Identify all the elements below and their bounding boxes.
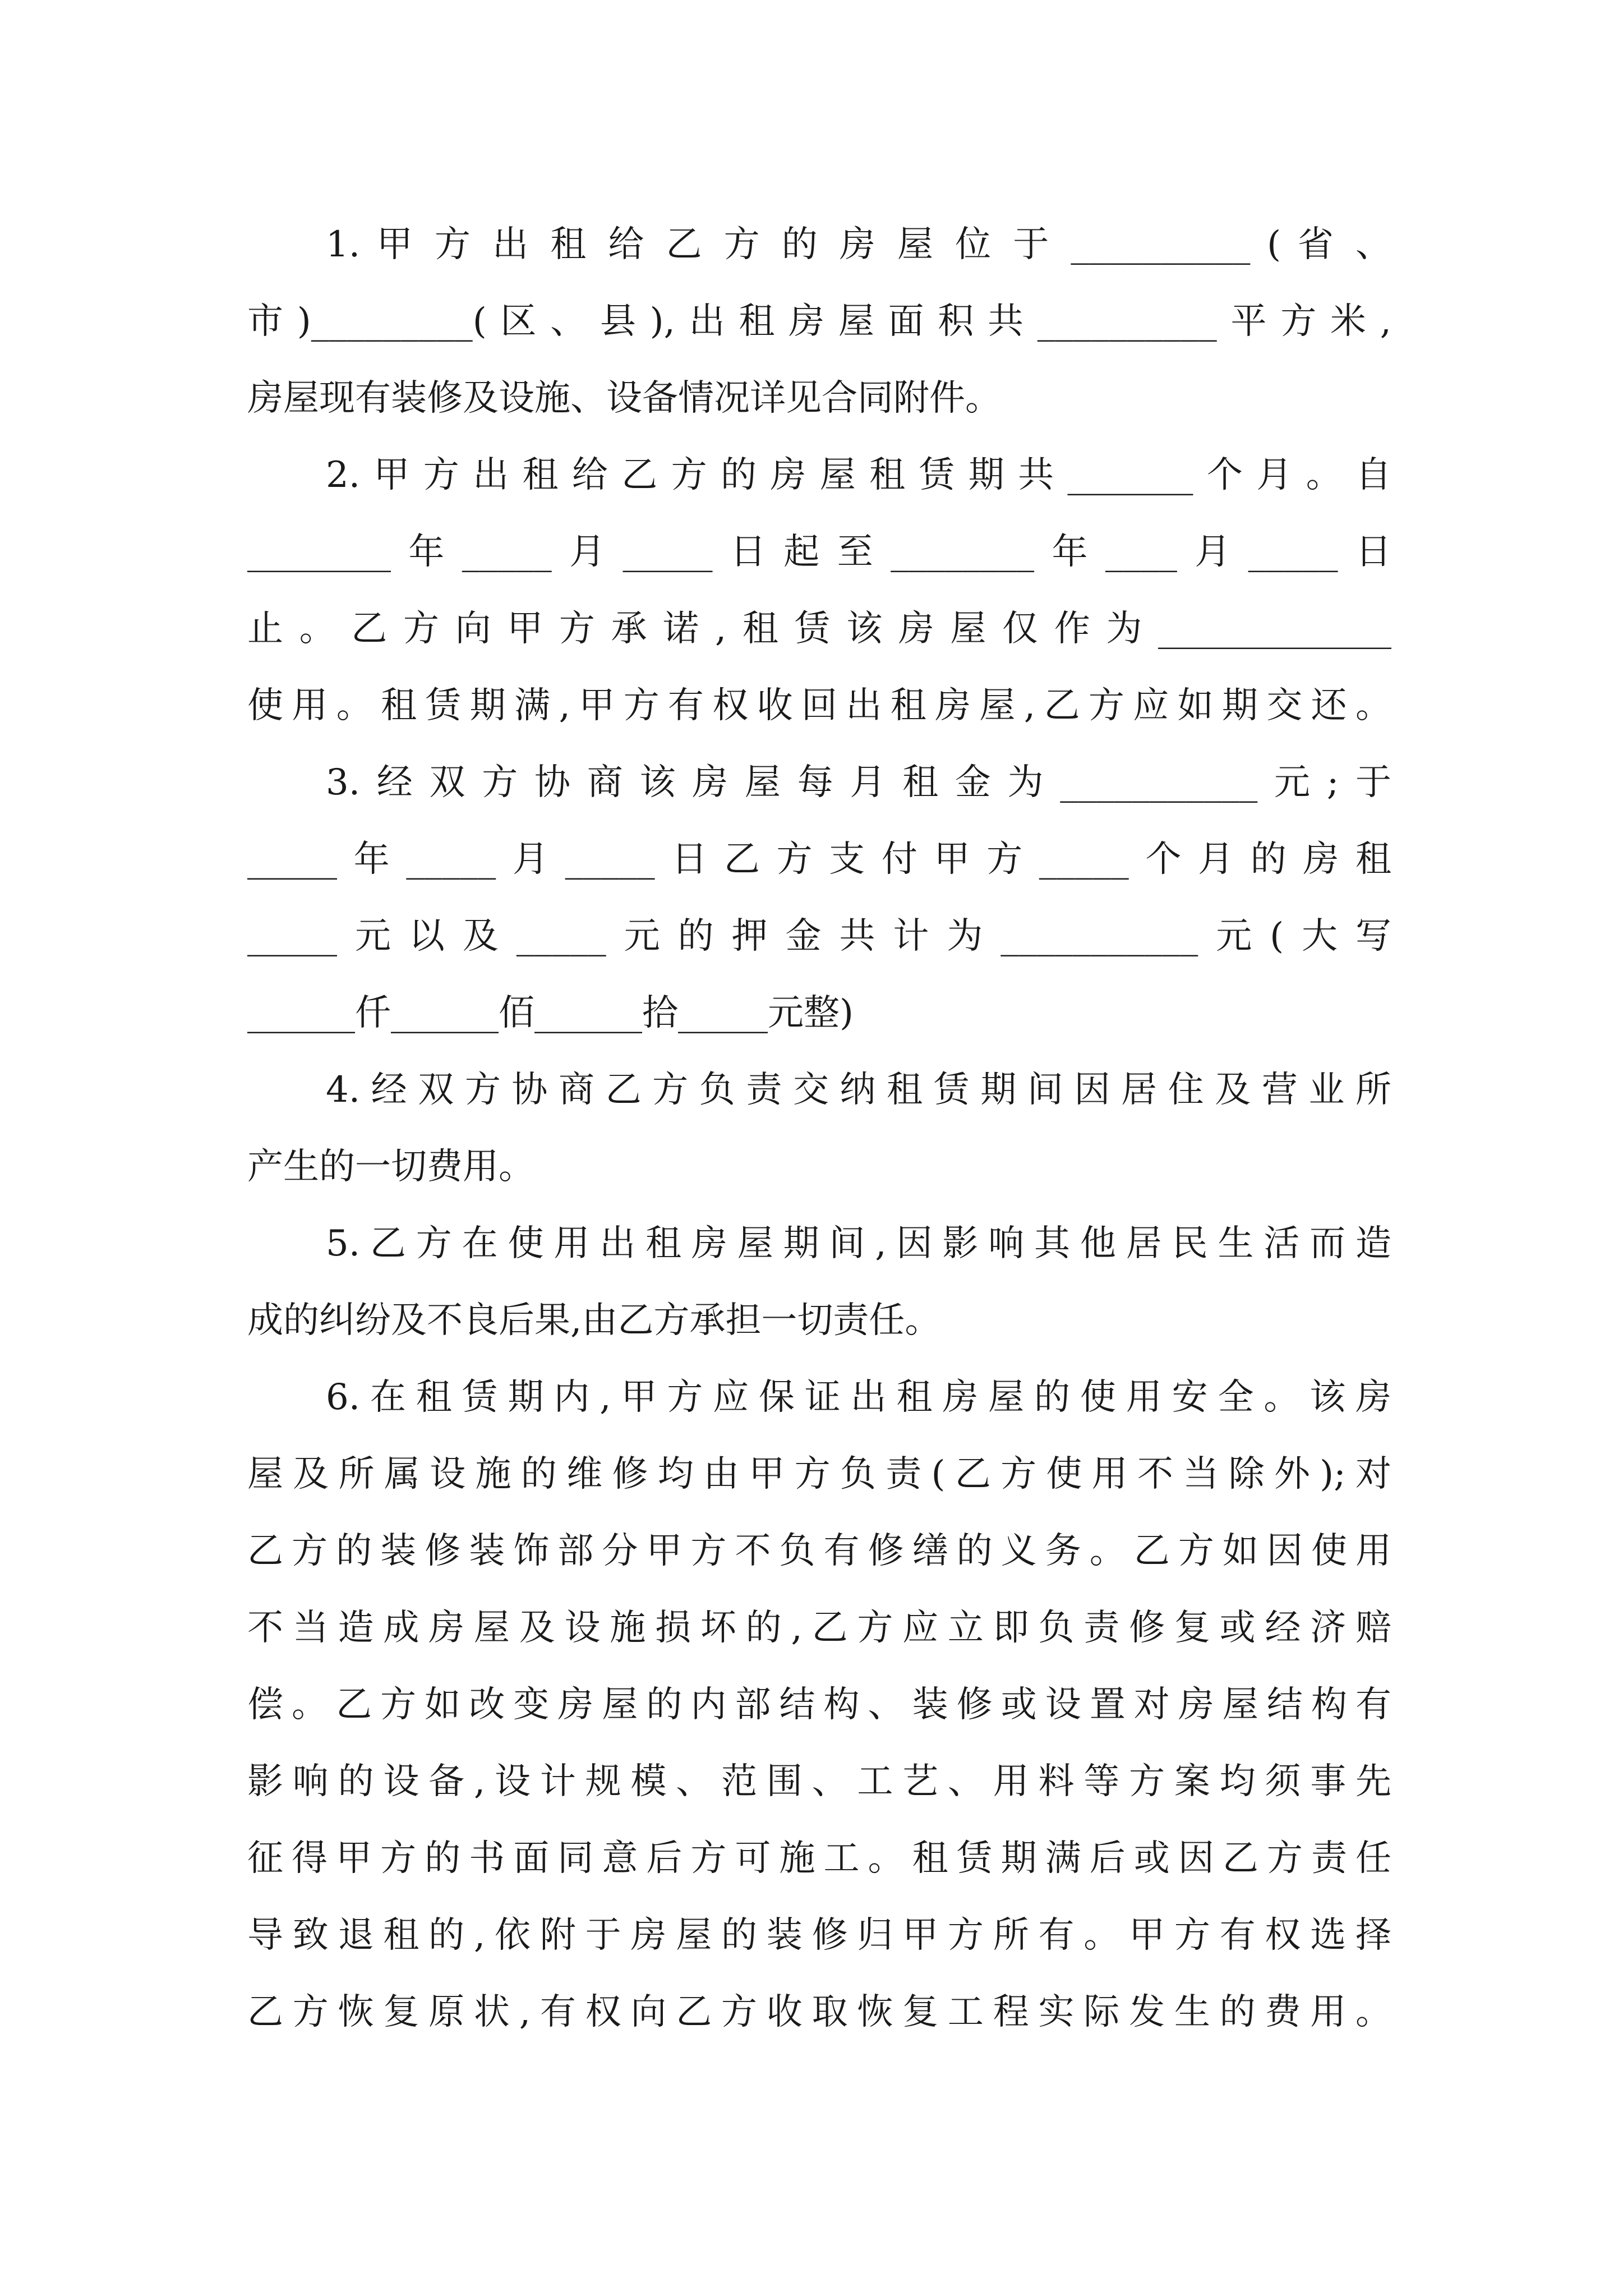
clause-2-line-3: 止。乙方向甲方承诺,租赁该房屋仅作为_____________	[247, 608, 1391, 650]
clause-6-line-7: 征得甲方的书面同意后方可施工。租赁期满后或因乙方责任	[247, 1838, 1391, 1879]
clause-2-line-2: ________年_____月_____日起至________年____月_____日	[247, 531, 1391, 573]
clause-4-line-1: 4.经双方协商乙方负责交纳租赁期间因居住及营业所	[326, 1069, 1391, 1111]
contract-body	[247, 206, 1391, 2051]
clause-6-line-6: 影响的设备,设计规模、范围、工艺、用料等方案均须事先	[247, 1761, 1391, 1802]
clause-2-line-4: 使用。租赁期满,甲方有权收回出租房屋,乙方应如期交还。	[247, 685, 1391, 726]
clause-1-line-3: 房屋现有装修及设施、设备情况详见合同附件。	[247, 378, 1001, 419]
clause-1-line-2: 市)_________(区、县),出租房屋面积共__________平方米,	[247, 301, 1391, 342]
clause-3-line-3: _____元以及_____元的押金共计为___________元(大写	[247, 915, 1391, 957]
clause-2-line-1: 2.甲方出租给乙方的房屋租赁期共_______个月。自	[326, 454, 1391, 496]
clause-6-line-9: 乙方恢复原状,有权向乙方收取恢复工程实际发生的费用。	[247, 1991, 1391, 2033]
clause-6-line-5: 偿。乙方如改变房屋的内部结构、装修或设置对房屋结构有	[247, 1684, 1391, 1726]
clause-5-line-1: 5.乙方在使用出租房屋期间,因影响其他居民生活而造	[326, 1223, 1391, 1264]
clause-1-line-1: 1. 甲 方 出 租 给 乙 方 的 房 屋 位 于 __________ ( 省 、	[326, 224, 1391, 265]
clause-6-line-2: 屋及所属设施的维修均由甲方负责(乙方使用不当除外);对	[247, 1453, 1391, 1495]
clause-5-line-2: 成的纠纷及不良后果,由乙方承担一切责任。	[247, 1300, 941, 1341]
clause-6-line-1: 6.在租赁期内,甲方应保证出租房屋的使用安全。该房	[326, 1377, 1391, 1418]
clause-6-line-8: 导致退租的,依附于房屋的装修归甲方所有。甲方有权选择	[247, 1915, 1391, 1956]
clause-3-line-2: _____年_____月_____日乙方支付甲方_____个月的房租	[247, 839, 1391, 880]
clause-6-line-3: 乙方的装修装饰部分甲方不负有修缮的义务。乙方如因使用	[247, 1530, 1391, 1572]
clause-4-line-2: 产生的一切费用。	[247, 1146, 534, 1188]
clause-6-line-4: 不当造成房屋及设施损坏的,乙方应立即负责修复或经济赔	[247, 1607, 1391, 1649]
clause-3-line-4: ______仟______佰______拾_____元整)	[247, 992, 854, 1034]
clause-3-line-1: 3.经双方协商该房屋每月租金为___________元;于	[326, 762, 1391, 803]
